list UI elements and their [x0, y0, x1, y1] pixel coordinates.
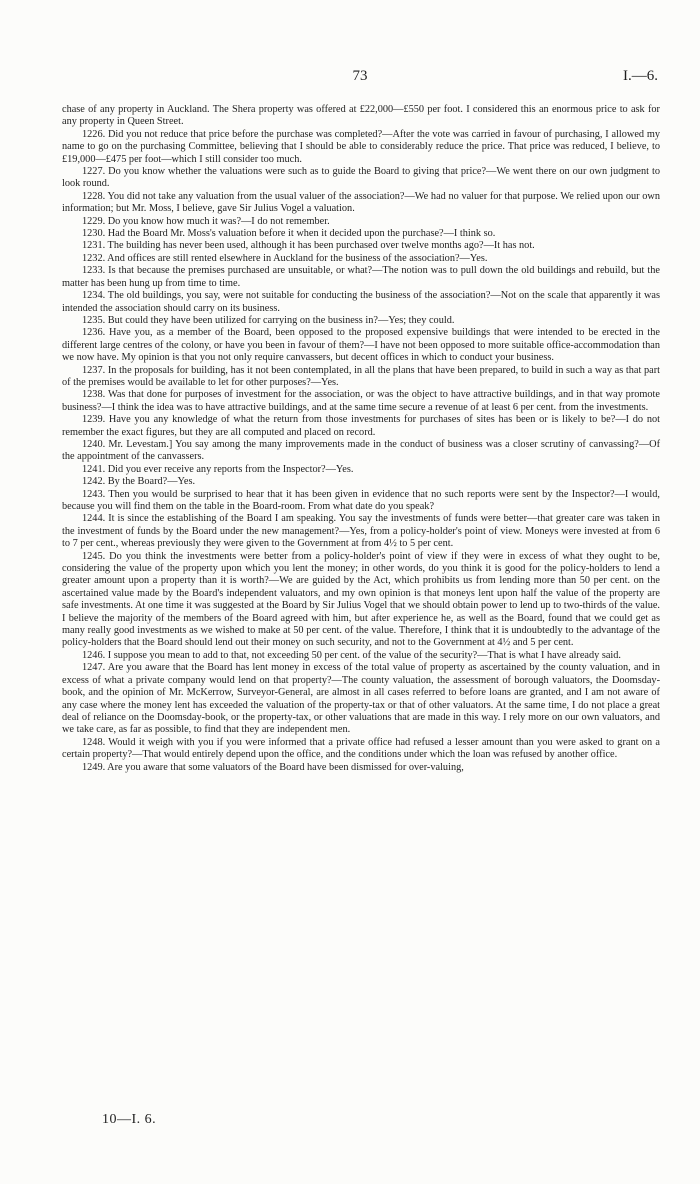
testimony-paragraph: 1229. Do you know how much it was?—I do not remember.	[82, 215, 330, 227]
testimony-paragraph: 1241. Did you ever receive any reports from the Inspector?—Yes.	[82, 463, 354, 475]
document-reference: I.—6.	[623, 68, 658, 84]
testimony-paragraph: 1243. Then you would be surprised to hear that it has been given in evidence that no such reports were sent by the Inspector?—I would, because you will find them on the table in the Board-room. From what date do you speak?	[62, 488, 660, 512]
testimony-paragraph: 1226. Did you not reduce that price before the purchase was completed?—After the vote was carried in favour of purchasing, I allowed my name to go on the purchasing Committee, believing that I should be able to considerably reduce the price. That price was reduced, I believe, to £19,000—£475 per foot—which I still consider too much.	[62, 128, 660, 165]
testimony-paragraph: 1248. Would it weigh with you if you were informed that a private office had refused a lesser amount than you were asked to grant on a certain property?—That would entirely depend upon the office, and the conditions under which the loan was refused by another office.	[62, 736, 660, 761]
body-text	[62, 104, 660, 774]
testimony-paragraph: 1237. In the proposals for building, has it not been contemplated, in all the plans that have been prepared, to build in such a way as that part of the premises would be available to let for other purposes?—Yes.	[62, 364, 660, 388]
testimony-paragraph: 1231. The building has never been used, although it has been purchased over twelve months ago?—It has not.	[82, 240, 535, 252]
testimony-paragraph: 1240. Mr. Levestam.] You say among the many improvements made in the conduct of business was a closer scrutiny of canvassing?—Of the appointment of the canvassers.	[62, 438, 660, 463]
testimony-paragraph: 1227. Do you know whether the valuations were such as to guide the Board to giving that price?—We went there on our own judgment to look round.	[62, 166, 660, 190]
testimony-paragraph: 1236. Have you, as a member of the Board, been opposed to the proposed expensive buildings that were intended to be erected in the different large centres of the colony, or have you been in favour of them?—I have not been opposed to more suitable office-accommodation than we now have. My opinion is that you not only require canvassers, but decent offices in which to conduct your business.	[62, 327, 660, 364]
page-number: 73	[352, 68, 368, 84]
testimony-paragraph: chase of any property in Auckland. The Shera property was offered at £22,000—£550 per foot. I considered this an enormous price to ask for any property in Queen Street.	[62, 104, 660, 128]
page-header	[62, 68, 658, 88]
signature-mark: 10—I. 6.	[102, 1112, 157, 1127]
testimony-paragraph: 1238. Was that done for purposes of investment for the association, or was the object to have attractive buildings, and in that way promote business?—I think the idea was to have attractive buildings, and at the same time secure a revenue of at least 6 per cent. from the investments.	[62, 389, 660, 413]
testimony-paragraph: 1249. Are you aware that some valuators of the Board have been dismissed for over-valuing,	[82, 761, 464, 773]
testimony-paragraph: 1233. Is that because the premises purchased are unsuitable, or what?—The notion was to pull down the old buildings and rebuild, but the matter has been hung up from time to time.	[62, 265, 660, 289]
testimony-paragraph: 1246. I suppose you mean to add to that, not exceeding 50 per cent. of the value of the security?—That is what I have already said.	[82, 649, 621, 661]
testimony-paragraph: 1230. Had the Board Mr. Moss's valuation before it when it decided upon the purchase?—I think so.	[82, 228, 496, 240]
testimony-paragraph: 1232. And offices are still rented elsewhere in Auckland for the business of the association?—Yes.	[82, 252, 488, 264]
testimony-paragraph: 1234. The old buildings, you say, were not suitable for conducting the business of the association?—Not on the scale that apparently it was intended the association should carry on its business.	[62, 290, 660, 314]
testimony-paragraph: 1244. It is since the establishing of the Board I am speaking. You say the investments of funds were better—that greater care was taken in the investment of funds by the Board under the new management?—Yes, from a policy-holder's point of view. Moneys were invested at from 6 to 7 per cent., whereas previously they were given to the Government at from 4½ to 5 per cent.	[62, 513, 660, 550]
testimony-paragraph: 1247. Are you aware that the Board has lent money in excess of the total value of property as ascertained by the county valuation, and in excess of what a private company would lend on that property?—The county valuation, the assessment of borough valuators, the Doomsday-book, and the opinion of Mr. McKerrow, Surveyor-General, are almost in all cases referred to before loans are granted, and I am not aware of any case where the money lent has exceeded the valuation of the property-tax or that of other valuators. At the same time, I do not place a great deal of reliance on the Doomsday-book, or the property-tax, or other valuations that are made in this way. I rely more on our own valuators, and we take care, as far as possible, to find that they are independent men.	[62, 662, 660, 736]
testimony-paragraph: 1245. Do you think the investments were better from a policy-holder's point of view if they were in excess of what they ought to be, considering the value of the property upon which you lent the money; in other words, do you think it is good for the policy-holders to lend a greater amount upon a property than it is worth?—We are guided by the Act, which prohibits us from lending more than 50 per cent. on the ascertained value made by the Board's independent valuators, and my own opinion is that moneys lent upon half the value of the property are safe investments. At one time it was suggested at the Board by Sir Julius Vogel that we should obtain power to lend up to two-thirds of the value. I believe the majority of the members of the Board agreed with him, but after experience he, as well as the Board, found that we could get as many really good investments as we wished to make at 50 per cent. of the value. Therefore, I think that it is undoubtedly to the advantage of the policy-holders that the Board should lend out their money on such security, and not to the Government at 4½ and 5 per cent.	[62, 550, 660, 649]
testimony-paragraph: 1228. You did not take any valuation from the usual valuer of the association?—We had no valuer for that purpose. We relied upon our own information; but Mr. Moss, I believe, gave Sir Julius Vogel a valuation.	[62, 190, 660, 215]
testimony-paragraph: 1239. Have you any knowledge of what the return from those investments for purchases of sites has been or is likely to be?—I do not remember the exact figures, but they are all computed and placed on record.	[62, 414, 660, 438]
testimony-paragraph: 1242. By the Board?—Yes.	[82, 476, 196, 488]
testimony-paragraph: 1235. But could they have been utilized for carrying on the business in?—Yes; they could.	[82, 314, 455, 326]
